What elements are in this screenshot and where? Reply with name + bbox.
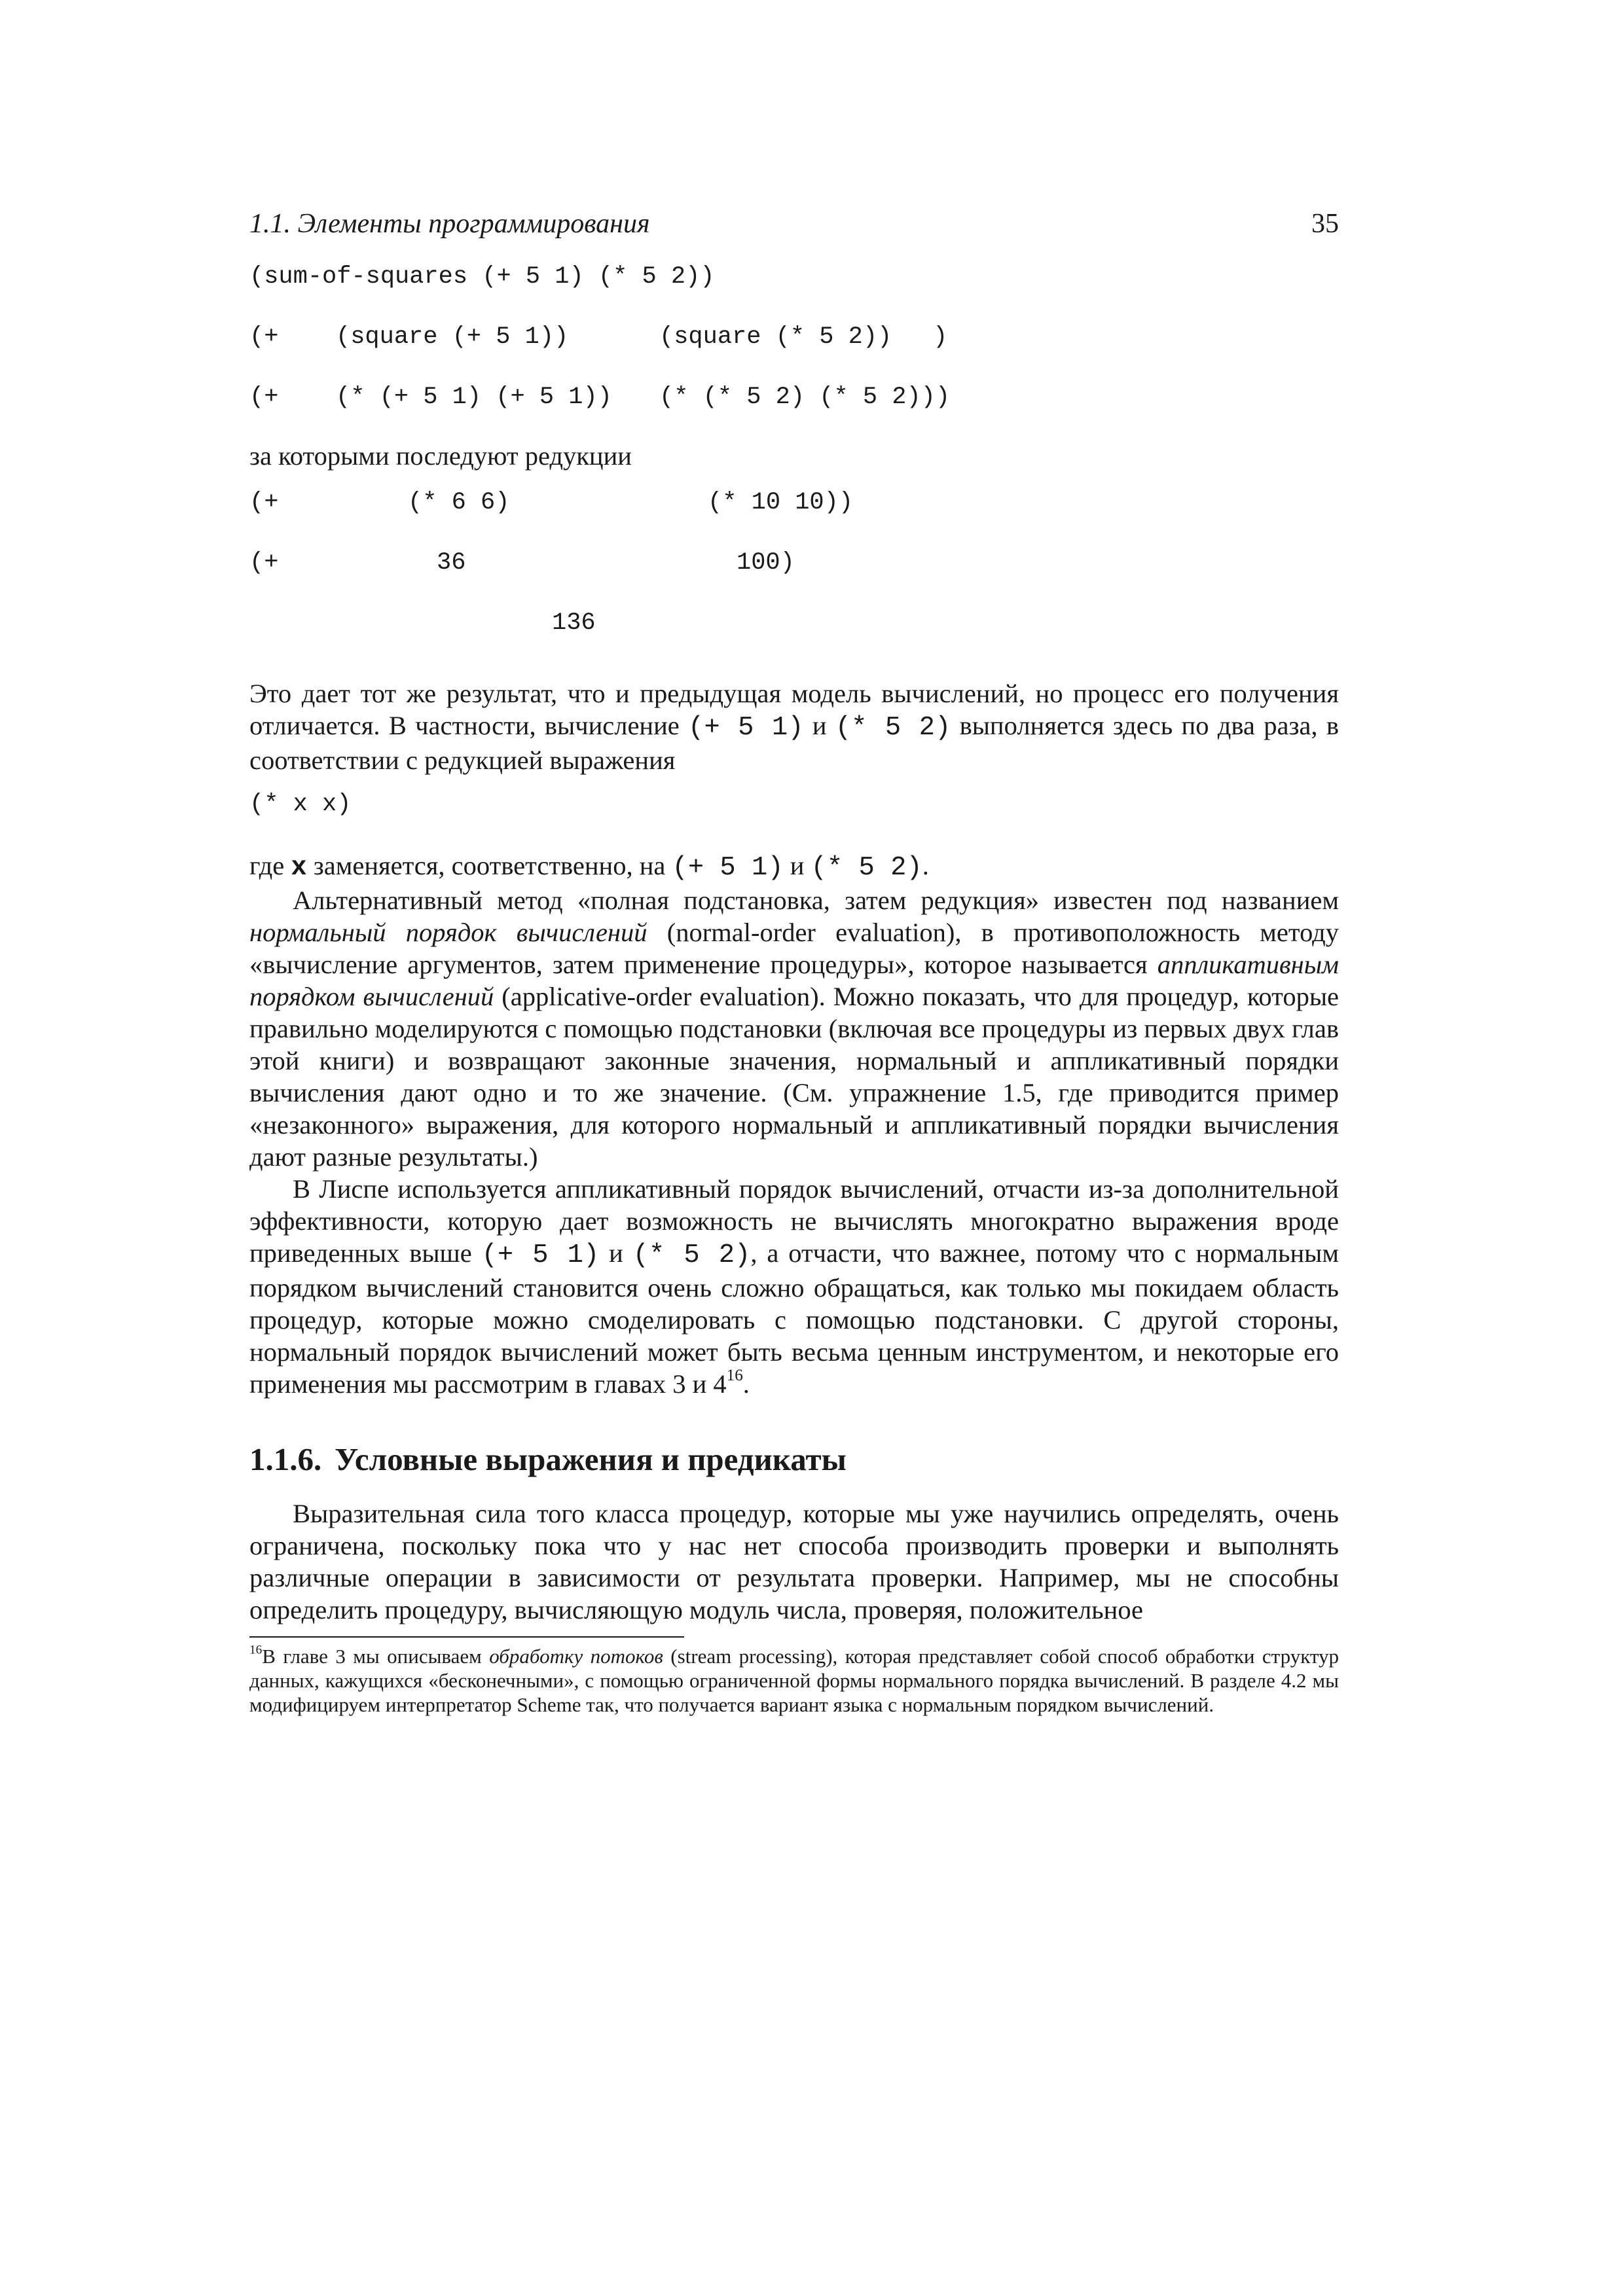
inline-code: (+ 5 1) xyxy=(481,1240,600,1270)
text-span: выполняется здесь по два раза, в соответствии с редукцией выражения xyxy=(249,711,1339,775)
running-title: 1.1. Элементы программирования xyxy=(249,209,650,239)
code-text: 100) xyxy=(737,549,795,577)
section-title: Условные выражения и предикаты xyxy=(335,1441,847,1477)
text-span: В Лиспе используется аппликативный порядок вычислений, отчасти из-за дополнительной эффективности, которую дает возможность не вычислять многократно выражения вроде приведенных выше xyxy=(249,1174,1339,1268)
code-text: (* x x) xyxy=(249,791,352,818)
book-page xyxy=(249,196,1339,1717)
text-span: (stream processing), которая представляет собой способ обработки структур данных, кажущихся «бесконечными», с помощью ограниченной формы нормального порядка вычислений. В разделе 4.2 мы модифицируем интерпретатор Scheme так, что получается вариант языка с нормальным порядком вычислений. xyxy=(249,1645,1339,1716)
emphasis: аппликативным порядком вычислений xyxy=(249,950,1339,1011)
text-span: . xyxy=(922,851,929,880)
code-text: (* (* 5 2) (* 5 2))) xyxy=(659,384,951,411)
section-heading xyxy=(249,1441,1339,1478)
emphasis: обработку потоков xyxy=(489,1645,663,1668)
code-text: (+ xyxy=(249,549,279,577)
footnote xyxy=(249,1644,1339,1717)
code-line-5 xyxy=(249,535,1339,595)
code-text: (* 6 6) xyxy=(408,489,510,516)
code-text: (sum-of-squares (+ 5 1) (* 5 2)) xyxy=(249,263,715,291)
emphasis: нормальный порядок вычислений xyxy=(249,918,647,947)
text-span: В главе 3 мы описываем xyxy=(262,1645,490,1668)
paragraph-5: Выразительная сила того класса процедур, которые мы уже научились определять, очень ограничена, поскольку пока что у нас нет способа производить проверки и выполнять различные операции в зависимости от результата проверки. Например, мы не способны определить процедуру, вычисляющую модуль числа, проверяя, положительное xyxy=(249,1499,1339,1624)
text-span: и xyxy=(599,1238,633,1268)
inline-code: (+ 5 1) xyxy=(688,713,804,743)
code-text: (* 10 10)) xyxy=(708,489,854,516)
page-number: 35 xyxy=(1311,209,1339,239)
inline-code: (* 5 2) xyxy=(811,853,922,883)
text-span: . xyxy=(742,1369,750,1399)
inline-code: x xyxy=(291,853,307,883)
code-text: (square (+ 5 1)) xyxy=(336,323,569,351)
code-line-4 xyxy=(249,475,1339,535)
footnote-ref: 16 xyxy=(726,1367,743,1385)
paragraph-1 xyxy=(249,677,1339,776)
inline-code: (* 5 2) xyxy=(632,1240,751,1270)
text-span: (normal-order evaluation), в противоположность методу «вычисление аргументов, затем применение процедуры», которое называется xyxy=(249,918,1340,979)
code-line-1 xyxy=(249,249,1339,309)
text-span: Альтернативный метод «полная подстановка, затем редукция» известен под названием xyxy=(293,886,1339,915)
code-text: 136 xyxy=(552,609,596,637)
paragraph-2 xyxy=(249,850,1339,884)
running-head xyxy=(249,196,1339,249)
section-number: 1.1.6. xyxy=(249,1441,322,1477)
code-text: (+ xyxy=(249,489,279,516)
paragraph-3 xyxy=(249,884,1339,1173)
code-line-2 xyxy=(249,309,1339,369)
text-span: и xyxy=(803,711,835,740)
code-text: ) xyxy=(933,323,948,351)
text-span: и xyxy=(783,851,811,880)
text-span: Это дает тот же результат, что и предыдущая модель вычислений, но процесс его получения отличается. В частности, вычисление xyxy=(249,679,1339,740)
text-span: , а отчасти, что важнее, потому что с нормальным порядком вычислений становится очень сложно обращаться, как только мы покидаем область процедур, которые можно смоделировать с помощью подстановки. С другой стороны, нормальный порядок вычислений может быть весьма ценным инструментом, и некоторые его применения мы рассмотрим в главах 3 и 4 xyxy=(249,1238,1339,1399)
code-text: (* (+ 5 1) (+ 5 1)) xyxy=(336,384,612,411)
code-text: (+ xyxy=(249,384,279,411)
inline-code: (+ 5 1) xyxy=(672,853,784,883)
paragraph-4 xyxy=(249,1173,1339,1400)
code-line-7 xyxy=(249,776,1339,836)
code-text: (+ xyxy=(249,323,279,351)
code-text: (square (* 5 2)) xyxy=(659,323,892,351)
footnote-mark: 16 xyxy=(249,1643,263,1657)
inline-code: (* 5 2) xyxy=(835,713,951,743)
footnote-rule xyxy=(249,1636,684,1638)
paragraph-reductions: за которыми последуют редукции xyxy=(249,441,632,471)
code-line-3 xyxy=(249,369,1339,429)
text-span: (applicative-order evaluation). Можно показать, что для процедур, которые правильно моделируются с помощью подстановки (включая все процедуры из первых двух глав этой книги) и возвращают законные значения, нормальный и аппликативный порядки вычисления дают одно и то же значение. (См. упражнение 1.5, где приводится пример «незаконного» выражения, для которого нормальный и аппликативный порядки вычисления дают разные результаты.) xyxy=(249,982,1340,1172)
code-line-6 xyxy=(249,595,1339,655)
text-span: заменяется, соответственно, на xyxy=(306,851,672,880)
code-text: 36 xyxy=(437,549,466,577)
text-span: где xyxy=(249,851,291,880)
